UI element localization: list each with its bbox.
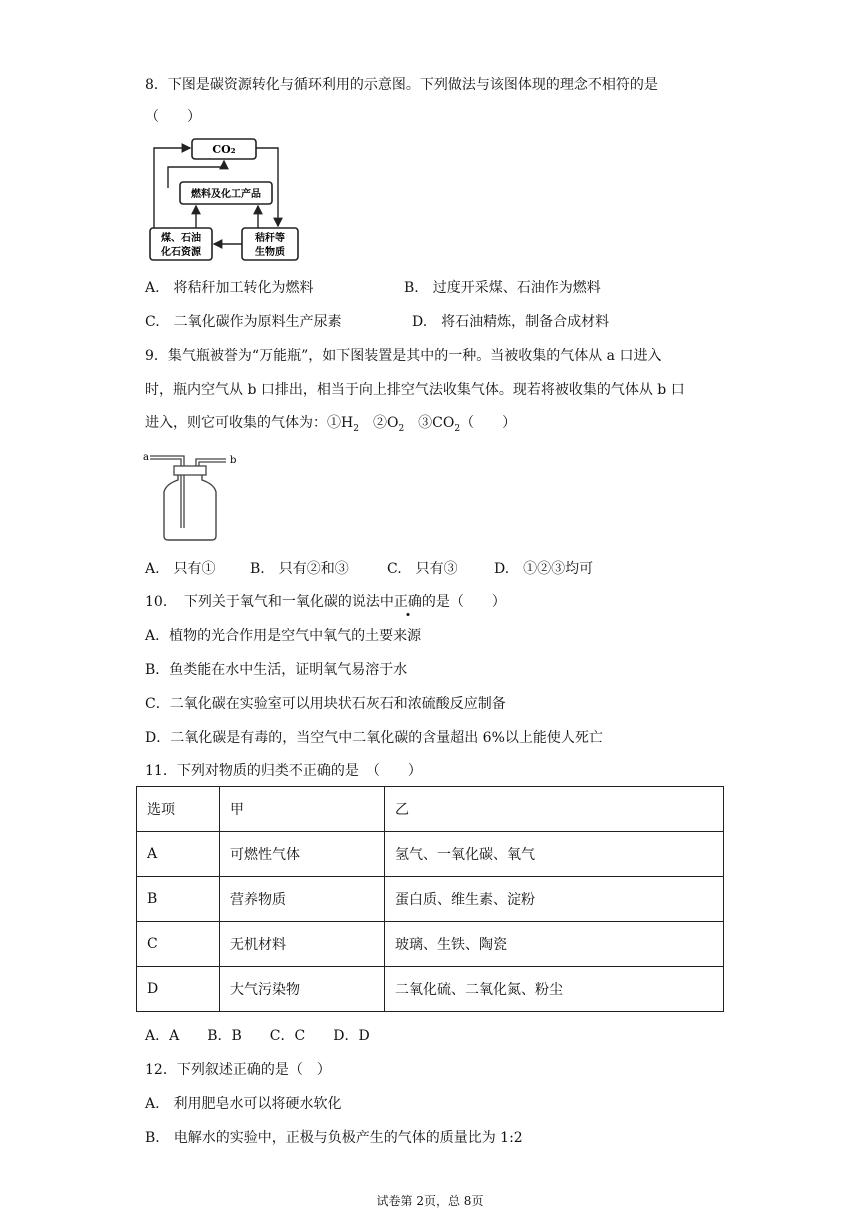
q8-option-b: B. 过度开采煤、石油作为燃料	[404, 280, 601, 296]
table-cell: 玻璃、生铁、陶瓷	[385, 922, 724, 967]
q9-line-2: 时，瓶内空气从 b 口排出，相当于向上排空气法收集气体。现若将被收集的气体从 b 口	[145, 382, 685, 398]
q9-option-b: B. 只有②和③	[250, 561, 349, 577]
carbon-cycle-diagram	[144, 136, 304, 264]
header-option: 选项	[137, 787, 220, 832]
o2-subscript: 2	[398, 423, 405, 434]
q9-option-c: C. 只有③	[387, 561, 458, 577]
header-jia: 甲	[220, 787, 385, 832]
q10-option-a: A．植物的光合作用是空气中氧气的土要来源	[145, 628, 422, 644]
fuel-label: 燃料及化工产品	[191, 189, 261, 200]
q9-line-3	[145, 412, 516, 434]
header-yi: 乙	[385, 787, 724, 832]
q9-option-d: D. ①②③均可	[494, 561, 594, 577]
q10-option-b: B．鱼类能在水中生活，证明氧气易溶于水	[145, 662, 408, 678]
fossil-label-1: 煤、石油	[161, 233, 201, 244]
q10-stem	[145, 591, 506, 611]
table-row	[137, 922, 724, 967]
straw-label-2: 生物质	[255, 247, 285, 258]
page-footer: 试卷第 2页，总 8页	[376, 1194, 484, 1208]
q9-line-3-suffix: （ ）	[460, 415, 517, 431]
q12-option-a: A. 利用肥皂水可以将硬水软化	[145, 1096, 342, 1112]
q11-classification-table	[136, 786, 724, 1012]
table-cell: 氢气、一氧化碳、氧气	[385, 832, 724, 877]
table-cell: A	[137, 832, 220, 877]
q11-stem: 11．下列对物质的归类不正确的是 （ ）	[145, 763, 422, 779]
h2-subscript: 2	[353, 423, 359, 434]
q10-emphasis-correct: 正确	[393, 594, 422, 610]
table-cell: C	[137, 922, 220, 967]
q9-option-a: A. 只有①	[145, 561, 216, 577]
straw-label-1: 秸秆等	[255, 233, 285, 244]
table-cell: 二氧化硫、二氧化氮、粉尘	[385, 967, 724, 1012]
gas-bottle-diagram	[140, 444, 250, 544]
port-a-label: a	[143, 452, 149, 463]
bottle-body	[164, 475, 216, 540]
port-b-label: b	[230, 455, 237, 466]
table-header-row	[137, 787, 724, 832]
fossil-label-2: 化石资源	[161, 247, 201, 258]
table-cell: D	[137, 967, 220, 1012]
table-cell: 蛋白质、维生素、淀粉	[385, 877, 724, 922]
table-cell: 营养物质	[220, 877, 385, 922]
table-cell: 无机材料	[220, 922, 385, 967]
q8-option-c: C. 二氧化碳作为原料生产尿素	[145, 314, 342, 330]
table-row	[137, 967, 724, 1012]
table-cell: 大气污染物	[220, 967, 385, 1012]
q8-stem: 8．下图是碳资源转化与循环利用的示意图。下列做法与该图体现的理念不相符的是	[145, 77, 658, 93]
q10-stem-before: 10． 下列关于氧气和一氧化碳的说法中	[145, 594, 394, 610]
q9-gas-2: ②O	[358, 415, 399, 431]
q9-gas-3: ③CO	[404, 415, 455, 431]
q10-option-d: D．二氧化碳是有毒的，当空气中二氧化碳的含量超出 6%以上能使人死亡	[145, 730, 603, 746]
q8-bracket: （ ）	[145, 109, 201, 125]
q11-answer-options: A．A B．B C．C D．D	[145, 1028, 370, 1044]
q9-line-3-prefix: 进入，则它可收集的气体为：①H	[145, 415, 354, 431]
table-row	[137, 877, 724, 922]
bottle-stopper	[174, 466, 206, 475]
q12-option-b: B. 电解水的实验中，正极与负极产生的气体的质量比为 1:2	[145, 1130, 523, 1146]
table-cell: B	[137, 877, 220, 922]
q9-line-1: 9．集气瓶被誉为“万能瓶”，如下图装置是其中的一种。当被收集的气体从 a 口进入	[145, 348, 662, 364]
q8-option-d: D. 将石油精炼，制备合成材料	[412, 314, 610, 330]
table-cell: 可燃性气体	[220, 832, 385, 877]
co2-subscript: 2	[454, 423, 461, 434]
co2-label: CO₂	[212, 143, 236, 156]
q10-stem-after: 的是（ ）	[421, 594, 506, 610]
q10-option-c: C．二氧化碳在实验室可以用块状石灰石和浓硫酸反应制备	[145, 696, 506, 712]
q8-option-a: A. 将秸秆加工转化为燃料	[145, 280, 314, 296]
table-row	[137, 832, 724, 877]
q12-stem: 12．下列叙述正确的是（ ）	[145, 1062, 331, 1078]
